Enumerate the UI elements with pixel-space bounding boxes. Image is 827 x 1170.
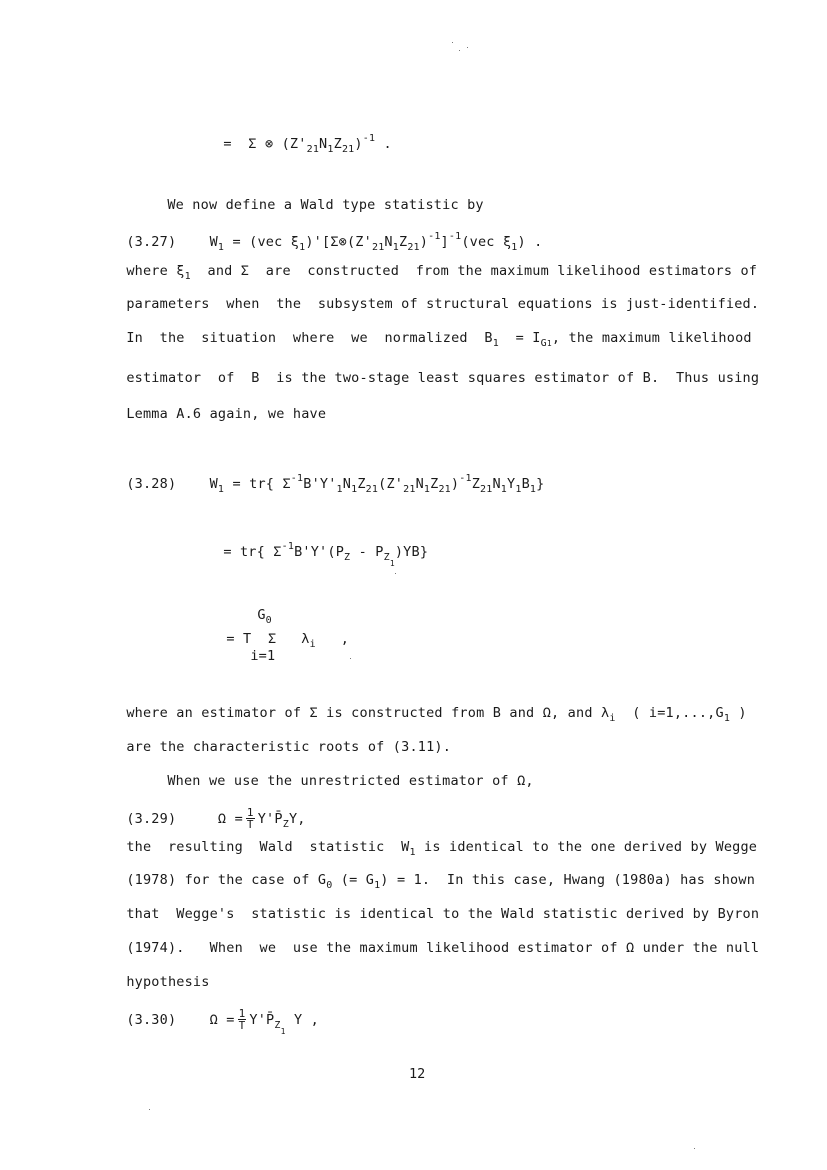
equation-line: = tr{ $\Sigma^{-1}B'Y'(P_Z - P_{Z1})YB$}: [223, 540, 429, 568]
scan-speck: [694, 1148, 695, 1149]
paragraph-line: the resulting Wald statistic $W_1$ is identical to the one derived by Wegge: [126, 838, 758, 858]
paragraph-line: where $\xi_1$ and Σ are constructed from the maximum likelihood estimators of: [126, 262, 758, 282]
paragraph-line: are the characteristic roots of (3.11).: [126, 738, 452, 755]
paragraph-line: (1974). When we use the maximum likelihood estimator of Ω under the null: [126, 939, 760, 956]
equation-line: = T Σ $\lambda_i$ ,: [226, 630, 350, 650]
equation-3-29: (3.29) Ω = $\frac{1}{T}$ $Y'P̄_ZY$,: [126, 805, 306, 832]
paragraph-line: that Wegge's statistic is identical to the Wald statistic derived by Byron: [126, 905, 760, 922]
paragraph-line: In the situation where we normalized $B_1 = I_{G1}$, the maximum likelihood: [126, 329, 752, 349]
scan-speck: [395, 573, 396, 574]
paragraph-line: (1978) for the case of $G_0$ (= $G_1) = 1$. In this case, Hwang (1980a) has shown: [126, 871, 756, 891]
equation-3-30: (3.30) Ω = $\frac{1}{T}$ $Y'P̄_{Z1}$ Y ,: [126, 1006, 319, 1036]
paragraph-line: where an estimator of Σ is constructed from B and Ω, and $\lambda_i$ ( $i=1,...,G_1$ ): [126, 704, 747, 724]
scan-speck: [452, 42, 453, 43]
fraction: $\frac{1}{T}$: [238, 1006, 246, 1033]
paragraph-line: hypothesis: [126, 973, 210, 990]
fraction: $\frac{1}{T}$: [246, 805, 254, 832]
equation-line: = Σ ⊗ $(Z'_{21}N_1Z_{21})^{-1}$ .: [223, 132, 392, 155]
scan-speck: [350, 658, 351, 659]
scan-speck: [459, 50, 460, 51]
page-number: 12: [409, 1066, 426, 1082]
sum-lower-limit: i=1: [250, 647, 276, 664]
scan-speck: [467, 47, 468, 48]
paragraph-line: estimator of B is the two-stage least squares estimator of B. Thus using: [126, 369, 760, 386]
paragraph-line: parameters when the subsystem of structural equations is just-identified.: [126, 295, 760, 312]
sum-upper-limit: $G_0$: [257, 606, 272, 626]
paragraph-line: Lemma A.6 again, we have: [126, 405, 327, 422]
paragraph-line: When we use the unrestricted estimator of Ω,: [167, 772, 534, 789]
equation-3-27: (3.27) $W_1 = (vec$ $\xi_1)'[\Sigma\otimes(Z'_{21}N_1Z_{21})^{-1}]^{-1}(vec$ $\xi_1$) .: [126, 230, 543, 253]
scan-speck: [149, 1109, 150, 1110]
paragraph-line: We now define a Wald type statistic by: [167, 196, 484, 213]
equation-3-28: (3.28) $W_1 = tr${ $\Sigma^{-1}B'Y'_1N_1Z_{21}(Z'_{21}N_1Z_{21})^{-1}Z_{21}N_1Y_1B_1$}: [126, 472, 545, 495]
